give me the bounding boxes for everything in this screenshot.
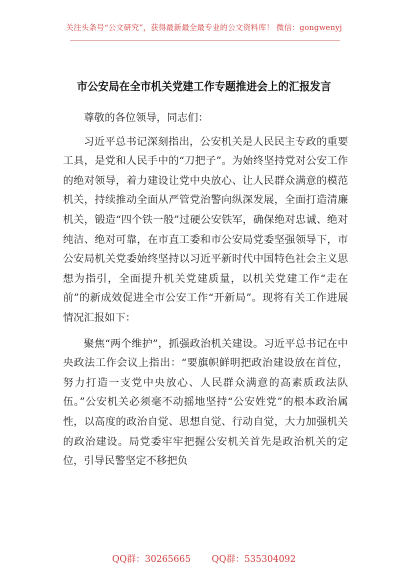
- header-divider: [70, 40, 340, 41]
- footer-qq-group-1: QQ群：30265665: [112, 555, 191, 565]
- document-title: 市公安局在全市机关党建工作专题推进会上的汇报发言: [76, 81, 332, 93]
- paragraph-political-building: 聚焦“两个维护”，抓强政治机关建设。习近平总书记在中央政法工作会议上指出：“要旗帜鲜明把政治建设放在首位，努力打造一支党中央放心、人民群众满意的高素质政法队伍。”公安机关必须毫不动摇地坚持“公安姓党”的根本政治属性，以高度的政治自觉、思想自觉、行动自觉，大力加强机关的政治建设。局党委牢牢把握公安机关首先是政治机关的定位，引导民警坚定不移把负: [63, 337, 348, 468]
- footer-qq-groups: [0, 552, 408, 565]
- document-body: [63, 109, 348, 478]
- salutation: 尊敬的各位领导，同志们：: [83, 112, 209, 124]
- paragraph-intro: 习近平总书记深刻指出，公安机关是人民民主专政的重要工具，是党和人民手中的“刀把子”。为始终坚持党对公安工作的绝对领导，着力建设让党中央放心、让人民群众满意的模范机关，持续推动全面从严管党治警向纵深发展，全面打造清廉机关，锻造“四个铁一般”过硬公安铁军，确保绝对忠诚、绝对纯洁、绝对可靠，在市直工委和市公安局党委坚强领导下，市公安局机关党委始终坚持以习近平新时代中国特色社会主义思想为指引，全面提升机关党建质量，以机关党建工作“走在前”的新成效促进全市公安工作“开新局”。现将有关工作进展情况汇报如下：: [63, 135, 348, 324]
- footer-qq-group-2: QQ群：535304092: [211, 555, 296, 565]
- header-promo-banner: 关注头条号“公文研究”，获得最新最全最专业的公文资料库！ 微信：gongwenyj: [65, 23, 343, 32]
